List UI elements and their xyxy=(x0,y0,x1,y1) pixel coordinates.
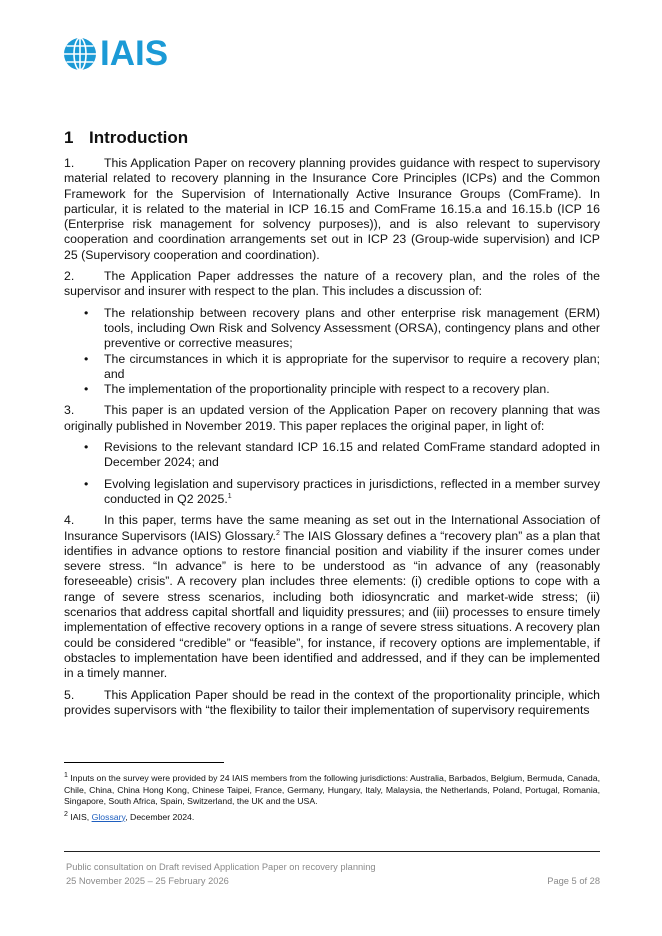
list-item-text: Evolving legislation and supervisory practices in jurisdictions, reflected in a member survey conducted in Q2 2025. xyxy=(104,476,600,506)
paragraph-5 xyxy=(64,688,600,719)
glossary-link[interactable]: Glossary xyxy=(91,811,126,822)
list-item-text: The relationship between recovery plans and other enterprise risk management (ERM) tools, including Own Risk and Solvency Assessment (ORSA), contingency plans and other preventive or corrective measures; xyxy=(104,305,600,351)
page-number: Page 5 of 28 xyxy=(547,876,600,886)
section-heading xyxy=(64,128,188,148)
paragraph-text: In this paper, terms have the same meaning as set out in the International Association of Insurance Supervisors (IAIS) Glossary. xyxy=(64,513,600,543)
footnotes xyxy=(64,773,600,827)
bullet-icon: • xyxy=(84,382,89,397)
footnote-separator xyxy=(64,762,224,763)
list-item xyxy=(64,352,600,383)
iais-logo xyxy=(63,34,169,73)
bullet-icon: • xyxy=(84,305,89,320)
paragraph-3 xyxy=(64,403,600,434)
list-item xyxy=(64,382,600,397)
paragraph-4 xyxy=(64,513,600,681)
footnote-text: Inputs on the survey were provided by 24 IAIS members from the following jurisdictions: Australia, Barbados, Belgium, Bermuda, Canada, Chile, China, China Hong Kong, Chinese Taipei, France, Germany, Hungary, Italy, Malaysia, the Netherlands, Poland, Portugal, Romania, Singapore, South Africa, Spain, Switzerland, the UK and the USA. xyxy=(64,773,600,806)
paragraph-number: 4. xyxy=(64,513,75,528)
page-footer xyxy=(66,860,600,888)
section-number: 1 xyxy=(64,128,74,147)
bullet-icon: • xyxy=(84,351,89,366)
paragraph-number: 1. xyxy=(64,156,75,170)
footer-separator xyxy=(64,851,600,852)
footnote-text: , December 2024. xyxy=(125,811,195,822)
paragraph-text: The Application Paper addresses the nature of a recovery plan, and the roles of the supervisor and insurer with respect to the plan. This includes a discussion of: xyxy=(64,269,600,299)
globe-icon xyxy=(63,37,97,71)
bullet-icon: • xyxy=(84,476,89,491)
list-item-text: The circumstances in which it is appropriate for the supervisor to require a recovery plan; and xyxy=(104,351,600,381)
footnote-1 xyxy=(64,773,600,808)
paragraph-1 xyxy=(64,156,600,263)
list-item xyxy=(64,440,600,471)
paragraph-text: This paper is an updated version of the Application Paper on recovery planning that was originally published in November 2019. This paper replaces the original paper, in light of: xyxy=(64,403,600,433)
footnote-ref-1[interactable]: 1 xyxy=(227,492,232,500)
footnote-text: IAIS, xyxy=(67,811,92,822)
paragraph-text: This Application Paper on recovery planning provides guidance with respect to supervisory material related to recovery planning in the Insurance Core Principles (ICPs) and the Common Framework for the Supervision of Internationally Active Insurance Groups (ComFrame). In particular, it is related to the material in ICP 16.15 and ComFrame 16.15.a and 16.15.b (ICP 16 (Enterprise risk management for solvency purposes)), and is also relevant to supervisory cooperation and coordination arrangements set out in ICP 23 (Group-wide supervision) and ICP 25 (Supervisory cooperation and coordination). xyxy=(64,156,600,262)
discussion-list xyxy=(64,306,600,398)
footnote-ref-2[interactable]: 2 xyxy=(275,529,280,537)
logo-wordmark: IAIS xyxy=(100,34,169,73)
footnote-mark: 2 xyxy=(64,810,68,818)
bullet-icon: • xyxy=(84,440,89,455)
footnote-mark: 1 xyxy=(64,772,68,780)
list-item-text: Revisions to the relevant standard ICP 16.15 and related ComFrame standard adopted in December 2024; and xyxy=(104,440,600,470)
body-text xyxy=(64,156,600,724)
paragraph-text: The IAIS Glossary defines a “recovery plan” as a plan that identifies in advance options to restore financial position and viability if the insurer comes under severe stress. “In advance” is here to be understood as “in advance of any (reasonably foreseeable) crisis”. A recovery plan includes three elements: (i) credible options to cope with a range of severe stress scenarios, including both idiosyncratic and market-wide stress; (ii) scenarios that address capital shortfall and liquidity pressures; and (iii) processes to ensure timely implementation of effective recovery options in a range of severe stress situations. A recovery plan could be considered “credible” or “feasible”, for instance, if recovery options are implementable, if obstacles to implementation have been identified and addressed, and if they can be implemented in a timely manner. xyxy=(64,528,601,681)
footer-title: Public consultation on Draft revised Application Paper on recovery planning xyxy=(66,862,376,872)
paragraph-number: 2. xyxy=(64,269,75,284)
paragraph-2 xyxy=(64,269,600,300)
revision-reasons-list xyxy=(64,440,600,507)
paragraph-text: This Application Paper should be read in the context of the proportionality principle, which provides supervisors with “the flexibility to tailor their implementation of supervisory requirements xyxy=(64,687,600,717)
paragraph-number: 5. xyxy=(64,687,75,702)
section-title: Introduction xyxy=(89,128,189,147)
footer-dates: 25 November 2025 – 25 February 2026 xyxy=(66,876,229,886)
paragraph-number: 3. xyxy=(64,403,75,418)
list-item xyxy=(64,477,600,508)
list-item-text: The implementation of the proportionality principle with respect to a recovery plan. xyxy=(104,382,550,397)
footnote-2 xyxy=(64,812,600,824)
list-item xyxy=(64,306,600,352)
